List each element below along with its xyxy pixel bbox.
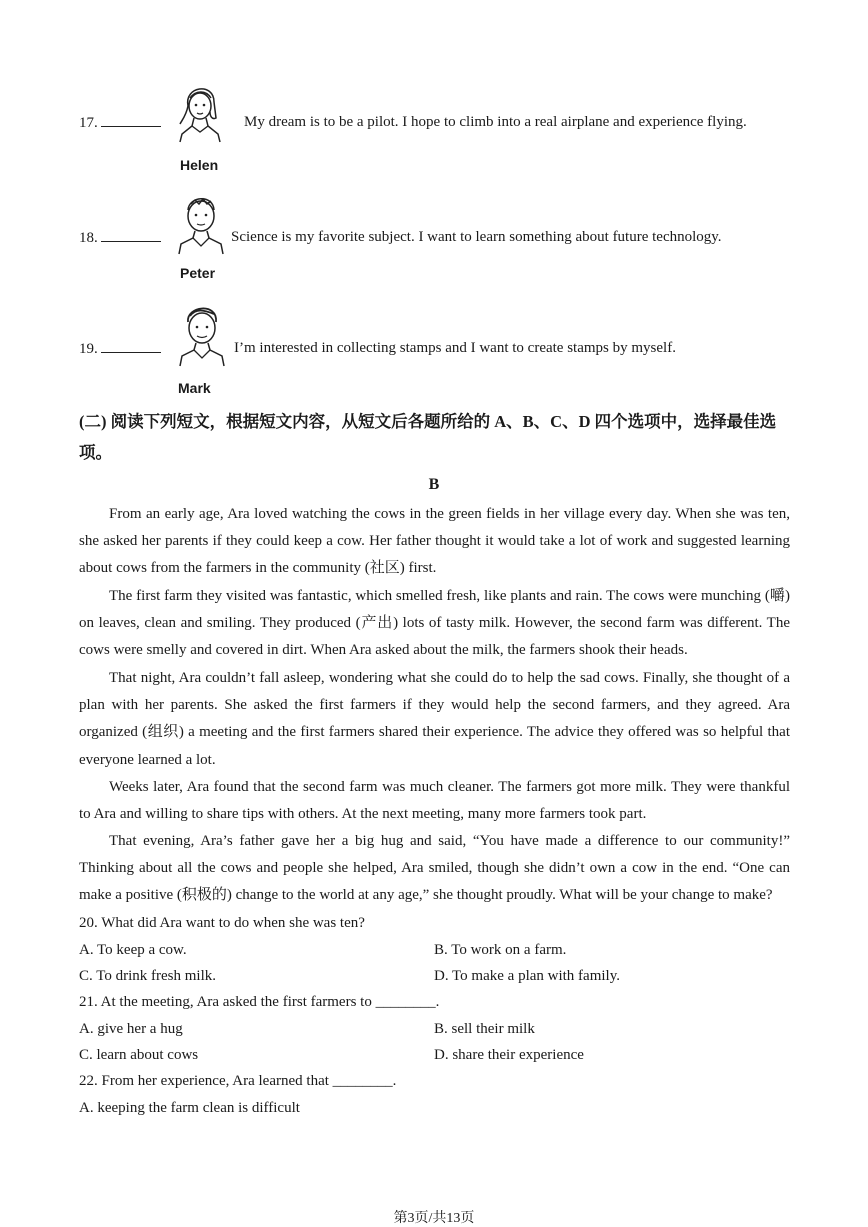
question-stem: 21. At the meeting, Ara asked the first farmers to ________. bbox=[79, 994, 440, 1010]
answer-option[interactable]: A. To keep a cow. bbox=[79, 942, 187, 958]
item-18-number-line bbox=[79, 229, 161, 247]
answer-option[interactable]: A. keeping the farm clean is difficult bbox=[79, 1100, 300, 1116]
answer-option[interactable]: D. To make a plan with family. bbox=[434, 968, 620, 984]
boy-portrait-icon bbox=[173, 188, 229, 268]
answer-blank[interactable] bbox=[101, 114, 161, 127]
answer-option[interactable]: A. give her a hug bbox=[79, 1021, 183, 1037]
item-number: 18. bbox=[79, 230, 98, 246]
page-footer: 第3页/共13页 bbox=[393, 1211, 475, 1226]
answer-blank[interactable] bbox=[101, 340, 161, 353]
item-number: 19. bbox=[79, 341, 98, 357]
answer-option[interactable]: C. learn about cows bbox=[79, 1047, 199, 1063]
item-18-statement: Science is my favorite subject. I want to learn something about future technology. bbox=[231, 229, 722, 245]
question-stem: 22. From her experience, Ara learned that ________. bbox=[79, 1073, 397, 1089]
answer-option[interactable]: B. To work on a farm. bbox=[434, 942, 567, 958]
item-number: 17. bbox=[79, 115, 98, 131]
item-17-statement: My dream is to be a pilot. I hope to climb into a real airplane and experience flying. bbox=[244, 114, 747, 130]
passage-paragraph: From an early age, Ara loved watching the cows in the green fields in her village every day. When she was ten, she asked her parents if they could keep a cow. Her father thought it would take a lot of work and suggested learning about cows from the farmers in the community (社区) first. bbox=[79, 506, 790, 577]
question-stem: 20. What did Ara want to do when she was ten? bbox=[79, 915, 365, 931]
passage-paragraph: That night, Ara couldn’t fall asleep, wondering what she could do to help the sad cows. Finally, she thought of a plan with her parents. She asked the first farmers if they would help the second farmers, and they agreed. Ara organized (组织) a meeting and the first farmers shared their experience. The advice they offered was so helpful that everyone learned a lot. bbox=[79, 670, 790, 768]
character-name: Mark bbox=[178, 380, 211, 396]
character-name: Peter bbox=[180, 265, 216, 281]
item-17-number-line bbox=[79, 114, 161, 132]
passage-paragraph: The first farm they visited was fantastic, which smelled fresh, like plants and rain. The cows were munching (嚼) on leaves, clean and smiling. They produced (产出) lots of tasty milk. However, the second farm was different. The cows were smelly and covered in dirt. When Ara asked about the milk, the farmers shook their heads. bbox=[79, 588, 790, 659]
answer-option[interactable]: D. share their experience bbox=[434, 1047, 584, 1063]
character-name: Helen bbox=[180, 157, 219, 173]
girl-portrait-icon bbox=[172, 76, 228, 156]
answer-option[interactable]: B. sell their milk bbox=[434, 1021, 535, 1037]
passage-title: B bbox=[428, 476, 440, 493]
answer-blank[interactable] bbox=[101, 229, 161, 242]
passage-paragraph: That evening, Ara’s father gave her a big hug and said, “You have made a difference to our community!” Thinking about all the cows and people she helped, Ara smiled, though she didn’t own a cow in the end. “One can make a positive (积极的) change to the world at any age,” she thought proudly. What will be your change to make? bbox=[79, 833, 790, 904]
item-19-number-line bbox=[79, 340, 161, 358]
passage-paragraph: Weeks later, Ara found that the second farm was much cleaner. The farmers got more milk. They were thankful to Ara and willing to share tips with others. At the next meeting, many more farmers took part. bbox=[79, 779, 790, 823]
boy-portrait-icon bbox=[174, 298, 230, 378]
answer-option[interactable]: C. To drink fresh milk. bbox=[79, 968, 216, 984]
section-instructions: (二) 阅读下列短文，根据短文内容，从短文后各题所给的 A、B、C、D 四个选项中，选择最佳选项。 bbox=[79, 412, 777, 462]
item-19-statement: I’m interested in collecting stamps and I want to create stamps by myself. bbox=[234, 340, 676, 356]
